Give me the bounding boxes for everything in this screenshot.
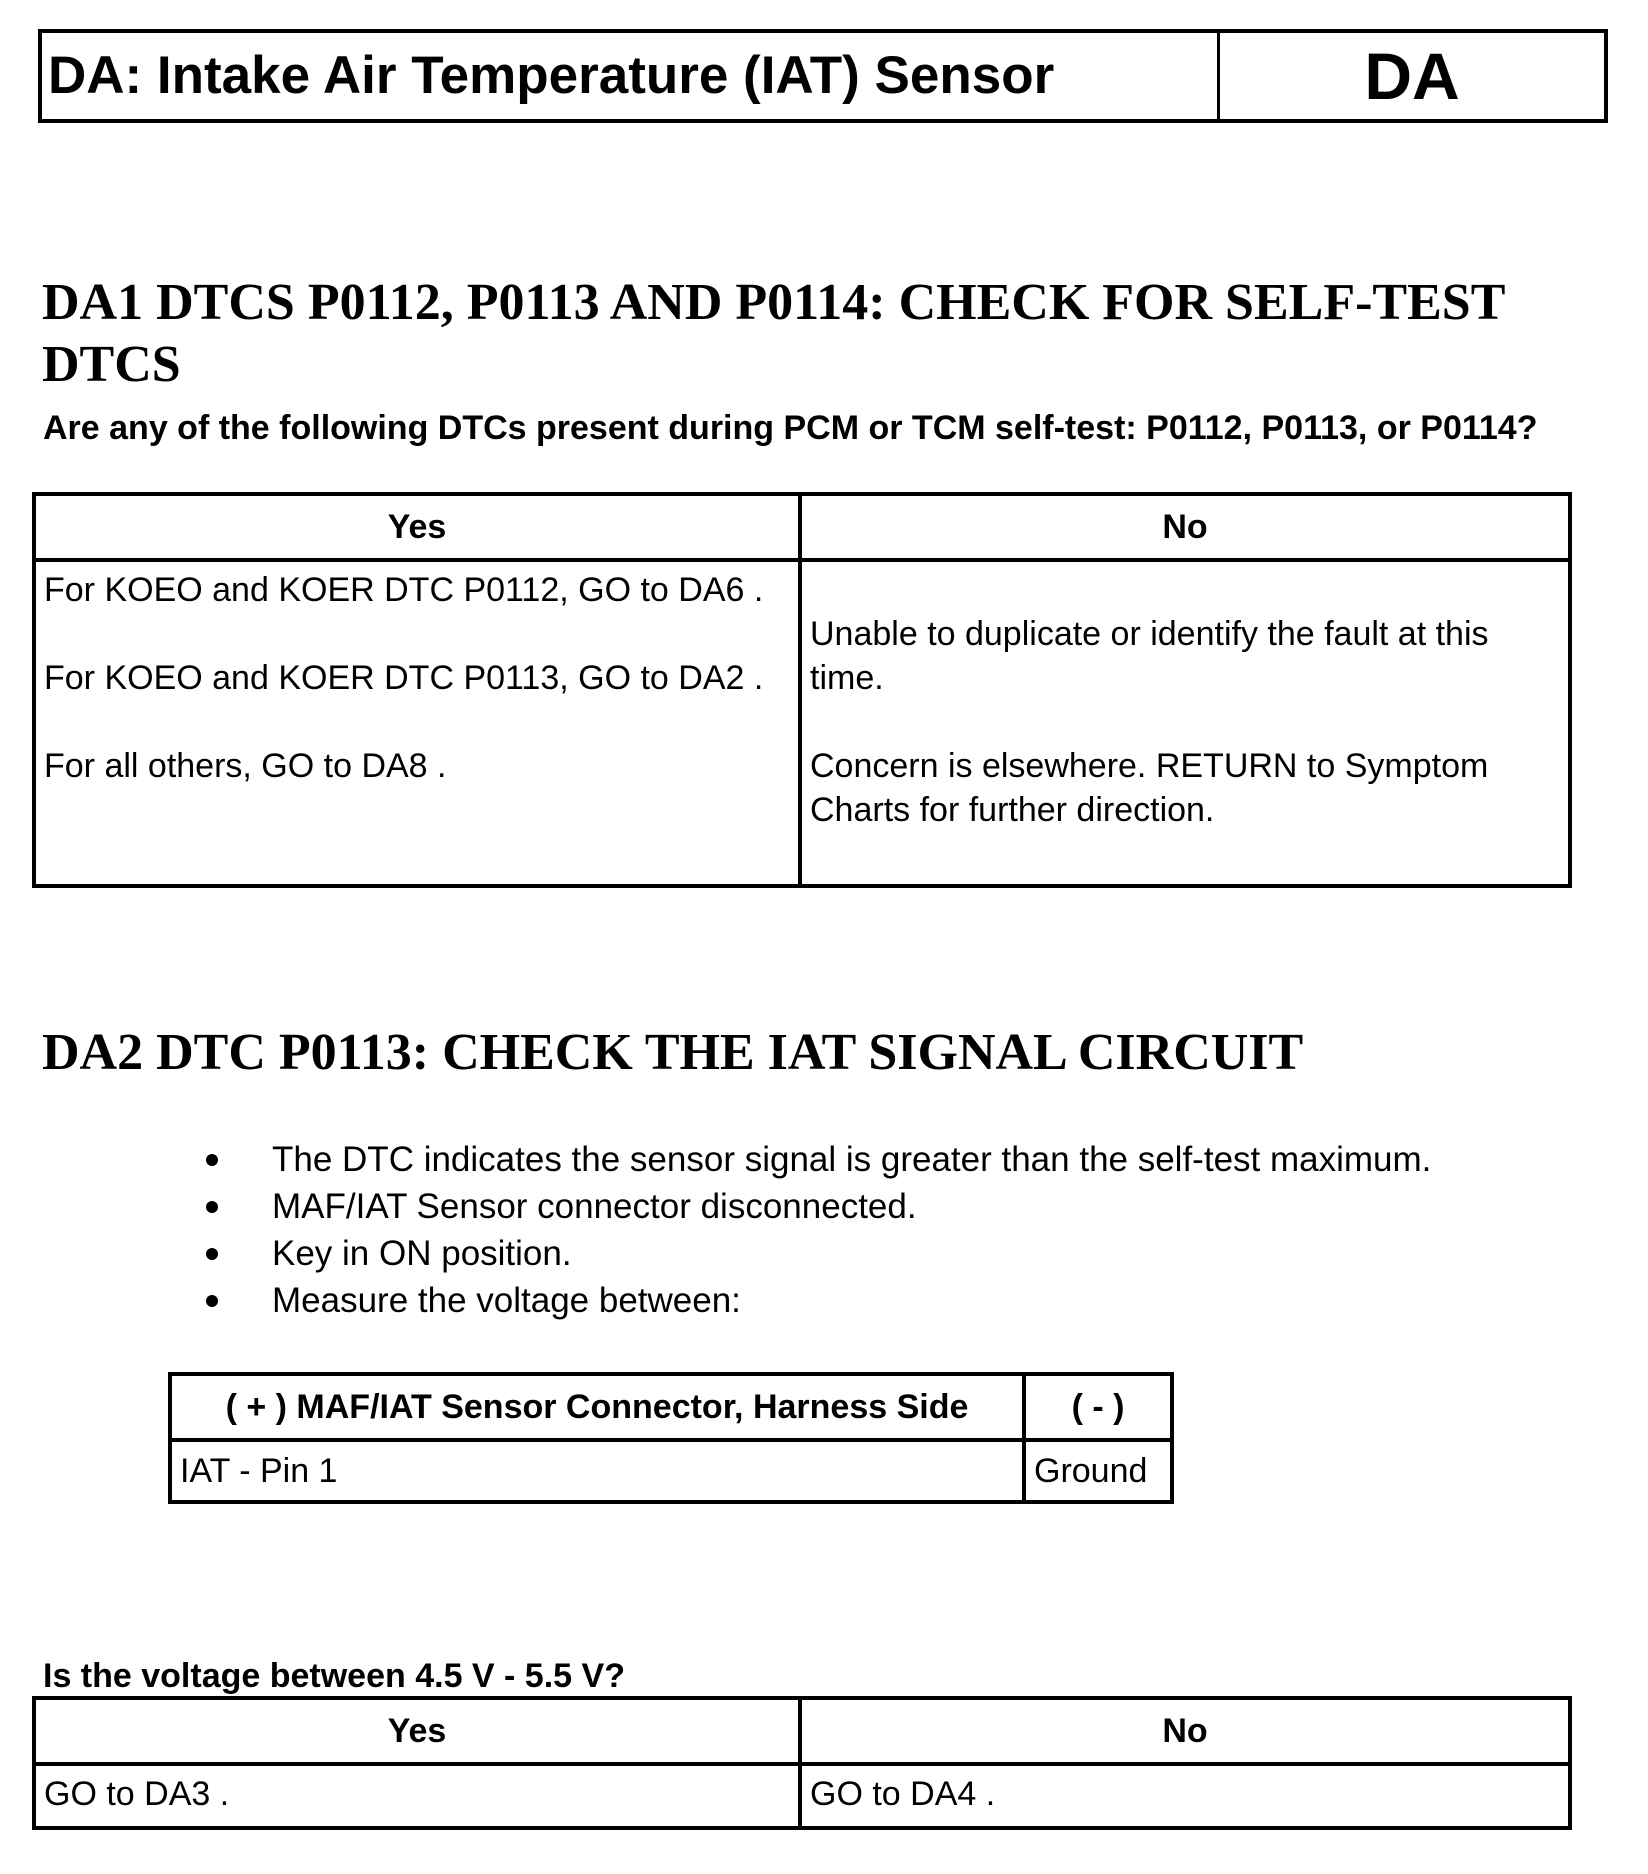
page-header xyxy=(38,29,1608,123)
da2-steps-list xyxy=(200,1136,1620,1324)
no-column-header: No xyxy=(800,1698,1570,1764)
bullet-icon xyxy=(206,1248,218,1260)
list-item-text: Key in ON position. xyxy=(272,1234,572,1273)
no-line-concern: Concern is elsewhere. RETURN to Symptom Charts for further direction. xyxy=(810,747,1489,829)
list-item xyxy=(200,1136,1620,1183)
yes-line-others: For all others, GO to DA8 . xyxy=(44,747,447,785)
yes-line-p0112: For KOEO and KOER DTC P0112, GO to DA6 . xyxy=(44,571,764,609)
da1-result-table xyxy=(32,492,1572,888)
yes-cell xyxy=(34,560,800,886)
list-item xyxy=(200,1277,1620,1324)
yes-cell: GO to DA3 . xyxy=(34,1764,800,1828)
bullet-icon xyxy=(206,1295,218,1307)
da1-heading: DA1 DTCS P0112, P0113 AND P0114: CHECK FOR SELF-TEST DTCS xyxy=(42,274,1505,393)
table-header-row xyxy=(170,1374,1172,1440)
measurement-table xyxy=(168,1372,1174,1504)
table-row xyxy=(34,1764,1570,1828)
no-cell xyxy=(800,560,1570,886)
table-row xyxy=(170,1440,1172,1502)
positive-lead-value: IAT - Pin 1 xyxy=(170,1440,1024,1502)
yes-column-header: Yes xyxy=(34,494,800,560)
no-line-unable: Unable to duplicate or identify the fault at this time. xyxy=(810,615,1489,697)
list-item-text: Measure the voltage between: xyxy=(272,1281,741,1320)
yes-column-header: Yes xyxy=(34,1698,800,1764)
list-item-text: MAF/IAT Sensor connector disconnected. xyxy=(272,1187,917,1226)
section-code: DA xyxy=(1364,39,1460,113)
table-header-row xyxy=(34,494,1570,560)
yes-line-p0113: For KOEO and KOER DTC P0113, GO to DA2 . xyxy=(44,659,764,697)
no-cell: GO to DA4 . xyxy=(800,1764,1570,1828)
negative-lead-value: Ground xyxy=(1024,1440,1172,1502)
list-item xyxy=(200,1230,1620,1277)
da1-question: Are any of the following DTCs present during PCM or TCM self-test: P0112, P0113, or P0114? xyxy=(43,409,1538,447)
positive-lead-header: ( + ) MAF/IAT Sensor Connector, Harness Side xyxy=(170,1374,1024,1440)
da2-question: Is the voltage between 4.5 V - 5.5 V? xyxy=(43,1657,625,1695)
da2-result-table xyxy=(32,1696,1572,1830)
bullet-icon xyxy=(206,1201,218,1213)
no-column-header: No xyxy=(800,494,1570,560)
page-title: DA: Intake Air Temperature (IAT) Sensor xyxy=(42,33,1220,119)
list-item-text: The DTC indicates the sensor signal is greater than the self-test maximum. xyxy=(272,1140,1432,1179)
list-item xyxy=(200,1183,1620,1230)
table-header-row xyxy=(34,1698,1570,1764)
da2-heading: DA2 DTC P0113: CHECK THE IAT SIGNAL CIRCUIT xyxy=(42,1024,1304,1081)
table-row xyxy=(34,560,1570,886)
bullet-icon xyxy=(206,1154,218,1166)
negative-lead-header: ( - ) xyxy=(1024,1374,1172,1440)
